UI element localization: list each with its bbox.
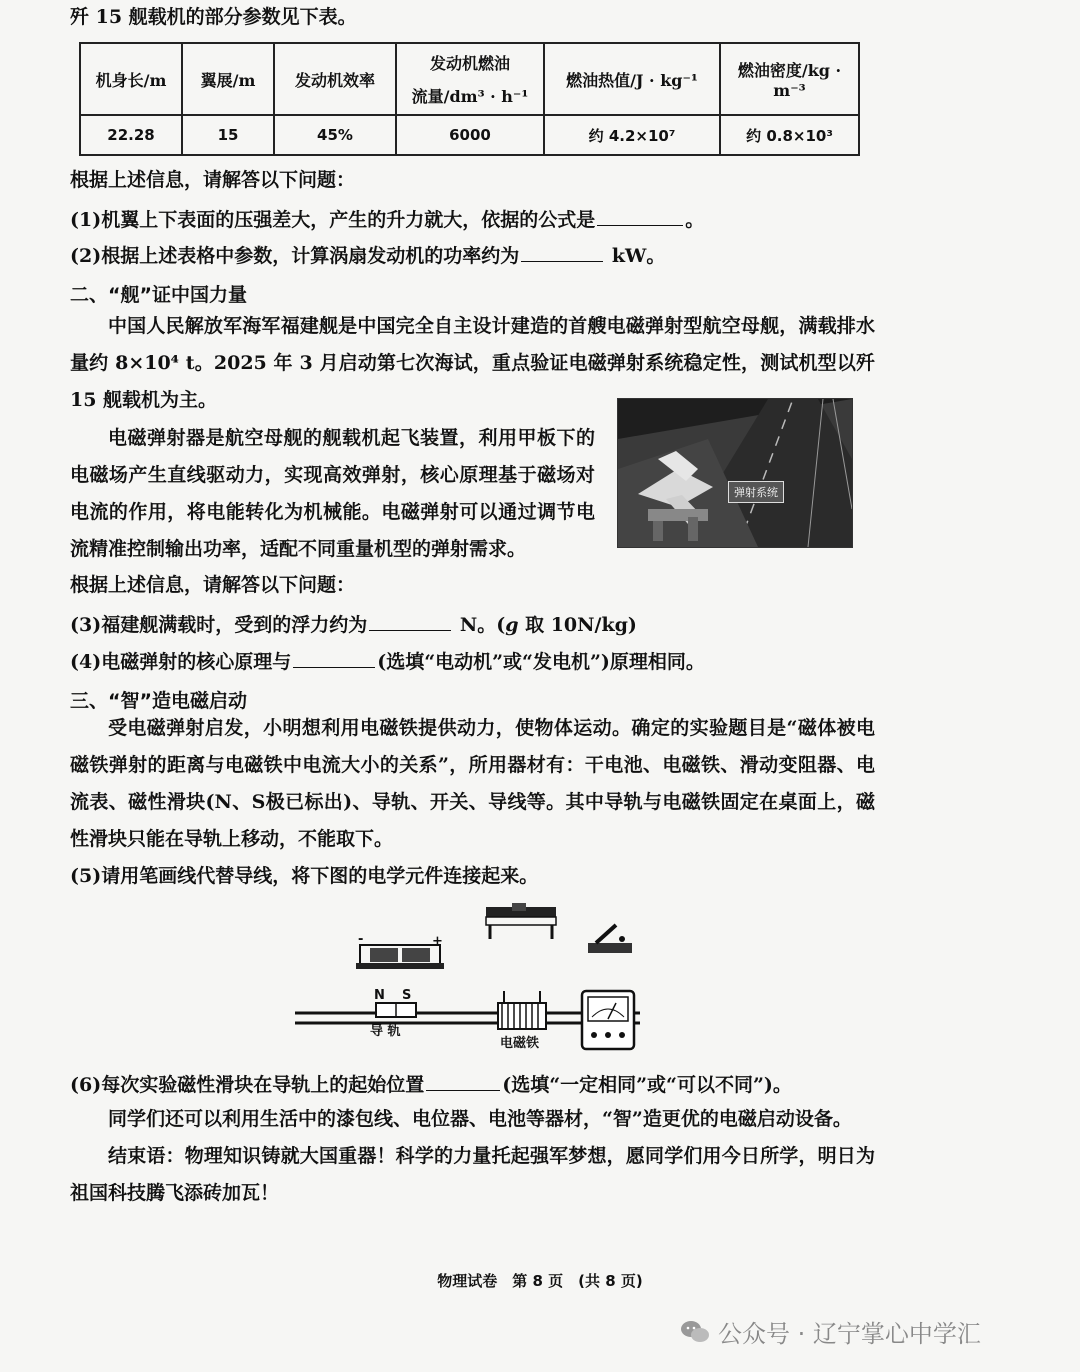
answer-blank[interactable] [426, 1073, 500, 1091]
parameter-table [79, 42, 860, 156]
question-2 [70, 244, 665, 266]
circuit-figure [290, 895, 650, 1065]
question-6-hint: (选填“一定相同”或“可以不同”)。 [502, 1074, 792, 1096]
carrier-deck-image [618, 399, 852, 547]
table-header-cell: 燃油密度/kg · m⁻³ [720, 43, 859, 115]
table-header-cell: 翼展/m [182, 43, 274, 115]
section-2-title: 二、“舰”证中国力量 [70, 284, 247, 306]
table-header-cell [396, 43, 544, 115]
table-cell: 22.28 [80, 115, 182, 155]
question-4-hint: (选填“电动机”或“发电机”)原理相同。 [377, 651, 705, 673]
table-cell: 6000 [396, 115, 544, 155]
electromagnet-label: 电磁铁 [500, 1036, 540, 1051]
watermark-text: 公众号 · 辽宁掌心中学汇 [718, 1320, 981, 1348]
question-6 [70, 1073, 792, 1095]
question-3-g: g [505, 614, 519, 636]
answer-blank[interactable] [369, 613, 451, 631]
question-3-note: 取 10N/kg) [518, 614, 637, 636]
battery-box [356, 932, 444, 969]
question-1 [70, 208, 704, 230]
question-2-text: (2)根据上述表格中参数，计算涡扇发动机的功率约为 [70, 245, 520, 267]
catapult-photo [617, 398, 853, 548]
section-2-paragraph: 中国人民解放军海军福建舰是中国完全自主设计建造的首艘电磁弹射型航空母舰，满载排水量约 8×10⁴ t。2025 年 3 月启动第七次海试，重点验证电磁弹射系统稳定性，测试机型以歼 15 舰载机为主。 [70, 315, 875, 411]
table-header-cell: 发动机效率 [274, 43, 396, 115]
section-2-paragraph-2: 电磁弹射器是航空母舰的舰载机起飞装置，利用甲板下的电磁场产生直线驱动力，实现高效弹射，核心原理基于磁场对电流的作用，将电能转化为机械能。电磁弹射可以通过调节电流精准控制输出功率，适配不同重量机型的弹射需求。 [70, 427, 595, 560]
intro-line: 歼 15 舰载机的部分参数见下表。 [70, 6, 357, 28]
table-cell: 45% [274, 115, 396, 155]
question-4-text: (4)电磁弹射的核心原理与 [70, 651, 292, 673]
question-3-text: (3)福建舰满载时，受到的浮力约为 [70, 614, 368, 636]
conclusion-paragraph: 结束语：物理知识铸就大国重器！科学的力量托起强军梦想，愿同学们用今日所学，明日为祖国科技腾飞添砖加瓦！ [70, 1145, 875, 1204]
answer-blank[interactable] [293, 650, 375, 668]
table-header-cell: 机身长/m [80, 43, 182, 115]
table-cell: 15 [182, 115, 274, 155]
table-header-row [80, 43, 859, 115]
table-row [80, 115, 859, 155]
question-1-text: (1)机翼上下表面的压强差大，产生的升力就大，依据的公式是 [70, 209, 596, 231]
page-footer: 物理试卷 第 8 页 (共 8 页) [437, 1272, 643, 1290]
photo-label: 弹射系统 [728, 481, 784, 503]
ammeter [582, 991, 634, 1049]
question-6-text: (6)每次实验磁性滑块在导轨上的起始位置 [70, 1074, 425, 1096]
table-header-cell: 燃油热值/J · kg⁻¹ [544, 43, 720, 115]
question-5: (5)请用笔画线代替导线，将下图的电学元件连接起来。 [70, 865, 539, 887]
question-3 [70, 613, 637, 635]
magnet-s-label: S [402, 988, 412, 1003]
section-3-title: 三、“智”造电磁启动 [70, 690, 247, 712]
section-3-paragraph: 受电磁弹射启发，小明想利用电磁铁提供动力，使物体运动。确定的实验题目是“磁体被电磁铁弹射的距离与电磁铁中电流大小的关系”，所用器材有：干电池、电磁铁、滑动变阻器、电流表、磁性滑块(N、S极已标出)、导轨、开关、导线等。其中导轨与电磁铁固定在桌面上，磁性滑块只能在导轨上移动，不能取下。 [70, 717, 875, 850]
switch [588, 925, 632, 953]
rheostat [486, 903, 556, 939]
closing-paragraph: 同学们还可以利用生活中的漆包线、电位器、电池等器材，“智”造更优的电磁启动设备。 [108, 1108, 852, 1130]
question-intro: 根据上述信息，请解答以下问题： [70, 574, 356, 596]
question-intro: 根据上述信息，请解答以下问题： [70, 169, 356, 191]
rail-label: 导 轨 [370, 1024, 401, 1039]
table-cell: 约 0.8×10³ [720, 115, 859, 155]
question-1-end: 。 [685, 209, 705, 231]
question-2-unit: kW。 [611, 245, 666, 267]
table-header-line: 流量/dm³ · h⁻¹ [411, 87, 529, 106]
electromagnet [498, 991, 546, 1051]
question-3-unit: N。( [459, 614, 506, 636]
table-header-line: 发动机燃油 [429, 54, 510, 73]
wechat-icon [680, 1319, 710, 1345]
answer-blank[interactable] [521, 244, 603, 262]
battery-plus-label: + [432, 934, 443, 949]
question-4 [70, 650, 705, 672]
watermark [680, 1314, 981, 1349]
magnet-n-label: N [374, 988, 385, 1003]
battery-minus-label: - [358, 932, 364, 947]
answer-blank[interactable] [597, 208, 683, 226]
table-cell: 约 4.2×10⁷ [544, 115, 720, 155]
